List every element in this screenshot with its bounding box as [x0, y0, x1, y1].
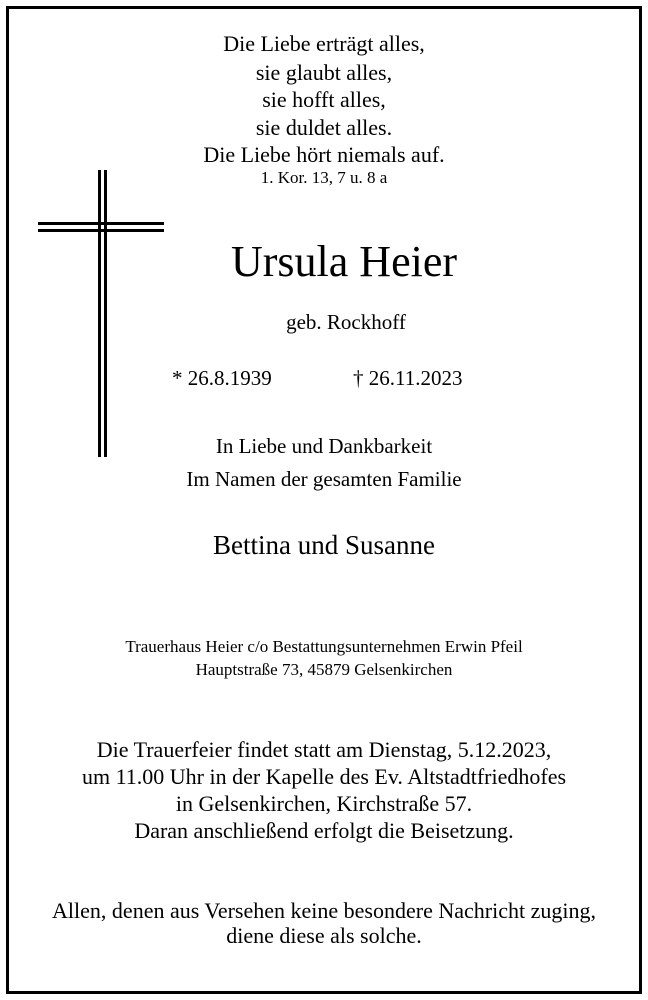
service-line: um 11.00 Uhr in der Kapelle des Ev. Altstadtfriedhofes [81, 764, 567, 789]
birth-name: geb. Rockhoff [286, 310, 406, 334]
address-line-1: Trauerhaus Heier c/o Bestattungsunternehmen Erwin Pfeil [125, 637, 523, 656]
mourners: Bettina und Susanne [213, 530, 435, 560]
verse-line: sie duldet alles. [255, 115, 393, 140]
verse-line: sie glaubt alles, [255, 60, 393, 85]
verse-line: Die Liebe hört niemals auf. [203, 142, 445, 167]
death-date: † 26.11.2023 [353, 366, 463, 390]
service-line: in Gelsenkirchen, Kirchstraße 57. [175, 791, 473, 816]
verse-reference: 1. Kor. 13, 7 u. 8 a [260, 168, 388, 187]
verse-line: Die Liebe erträgt alles, [223, 31, 425, 56]
address-line-2: Hauptstraße 73, 45879 Gelsenkirchen [195, 660, 453, 679]
closing-line: diene diese als solche. [226, 923, 422, 948]
thanks-line-1: In Liebe und Dankbarkeit [215, 434, 433, 458]
verse-line: sie hofft alles, [262, 87, 386, 112]
service-line: Die Trauerfeier findet statt am Dienstag, 5.12.2023, [96, 737, 552, 762]
closing-line: Allen, denen aus Versehen keine besondere Nachricht zuging, [52, 898, 596, 923]
service-line: Daran anschließend erfolgt die Beisetzung. [134, 818, 514, 843]
birth-date: * 26.8.1939 [172, 366, 272, 390]
thanks-line-2: Im Namen der gesamten Familie [186, 467, 462, 491]
deceased-name: Ursula Heier [230, 237, 457, 286]
